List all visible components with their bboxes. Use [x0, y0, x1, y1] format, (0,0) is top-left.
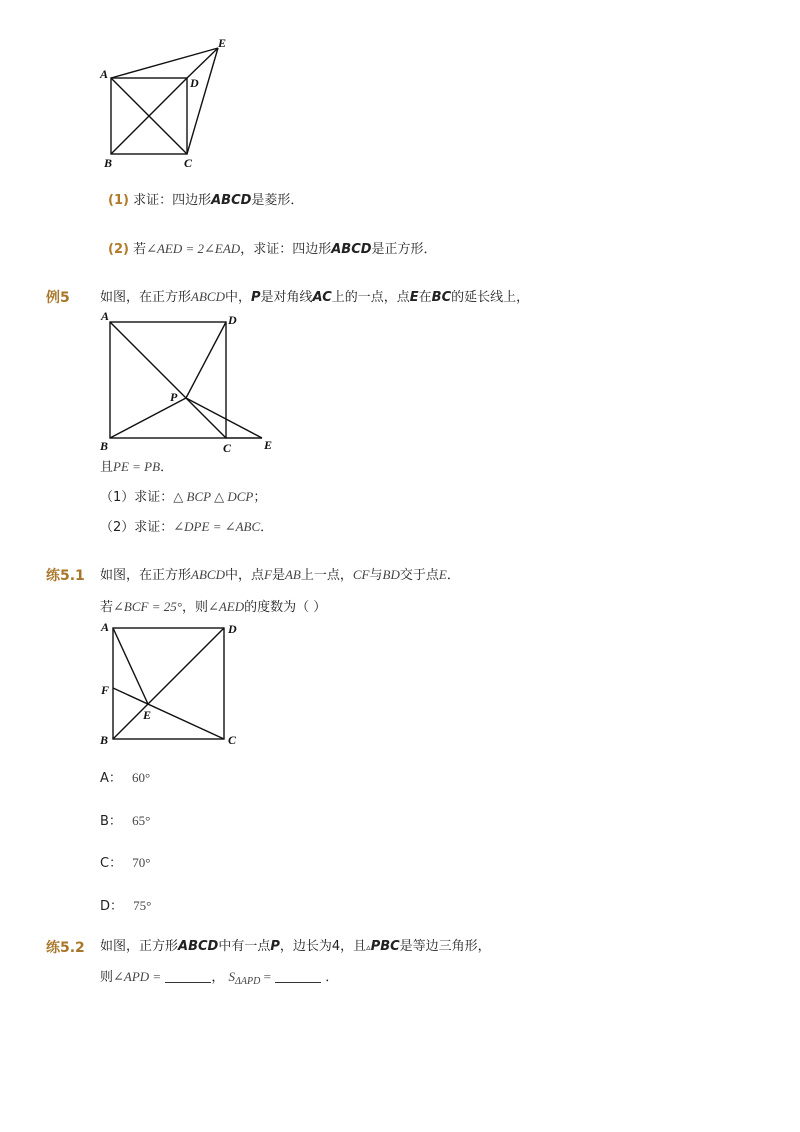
label-e: E [143, 708, 152, 722]
label-b: B [100, 439, 109, 453]
question-number: (2) [108, 242, 129, 257]
label-c: C [223, 441, 232, 455]
example-5-condition: 且PE = PB． [100, 459, 174, 475]
figure-example-5 [96, 308, 286, 458]
exercise-5-1-tag: 练5.1 [46, 568, 85, 584]
option-a[interactable]: A： 60° [100, 770, 151, 786]
label-a: A [101, 309, 110, 323]
exercise-5-2-stem: 如图，正方形ABCD中有一点P，边长为4，且▵PBC是等边三角形， [100, 939, 491, 954]
answer-blank-1[interactable] [165, 970, 211, 983]
label-e: E [218, 36, 227, 50]
label-a: A [101, 620, 110, 634]
label-e: E [264, 438, 273, 452]
option-c[interactable]: C： 70° [100, 855, 151, 871]
label-b: B [104, 156, 113, 170]
question-1: (1) 求证：四边形ABCD是菱形． [108, 193, 304, 208]
figure-exercise-5-1 [96, 616, 256, 751]
question-2: (2) 若∠AED = 2∠EAD，求证：四边形ABCD是正方形． [108, 241, 437, 257]
example-5-tag: 例5 [46, 290, 70, 306]
example-5-stem: 如图，在正方形ABCD中，P是对角线AC上的一点，点E在BC的延长线上， [100, 289, 530, 305]
label-d: D [228, 313, 237, 327]
answer-blank-2[interactable] [275, 970, 321, 983]
question-number: (1) [108, 193, 129, 208]
figure-square-e [96, 34, 236, 174]
exercise-5-1-stem: 如图，在正方形ABCD中，点F是AB上一点，CF与BD交于点E． [100, 567, 460, 583]
label-p: P [170, 390, 178, 404]
label-c: C [184, 156, 193, 170]
option-d[interactable]: D： 75° [100, 898, 152, 914]
exercise-5-2-question: 则∠APD = ， $S_{\Delta APD}$ = ． [100, 969, 339, 987]
label-d: D [190, 76, 199, 90]
exercise-5-1-question: 若∠BCF = 25°，则∠AED的度数为（ ） [100, 599, 327, 615]
label-c: C [228, 733, 237, 747]
label-b: B [100, 733, 109, 747]
option-b[interactable]: B： 65° [100, 813, 151, 829]
label-f: F [101, 683, 110, 697]
label-d: D [228, 622, 237, 636]
label-a: A [100, 67, 109, 81]
example-5-part-1: （1）求证：△ BCP △ DCP； [100, 489, 267, 505]
exercise-5-2-tag: 练5.2 [46, 940, 85, 956]
example-5-part-2: （2）求证：∠DPE = ∠ABC． [100, 519, 274, 535]
